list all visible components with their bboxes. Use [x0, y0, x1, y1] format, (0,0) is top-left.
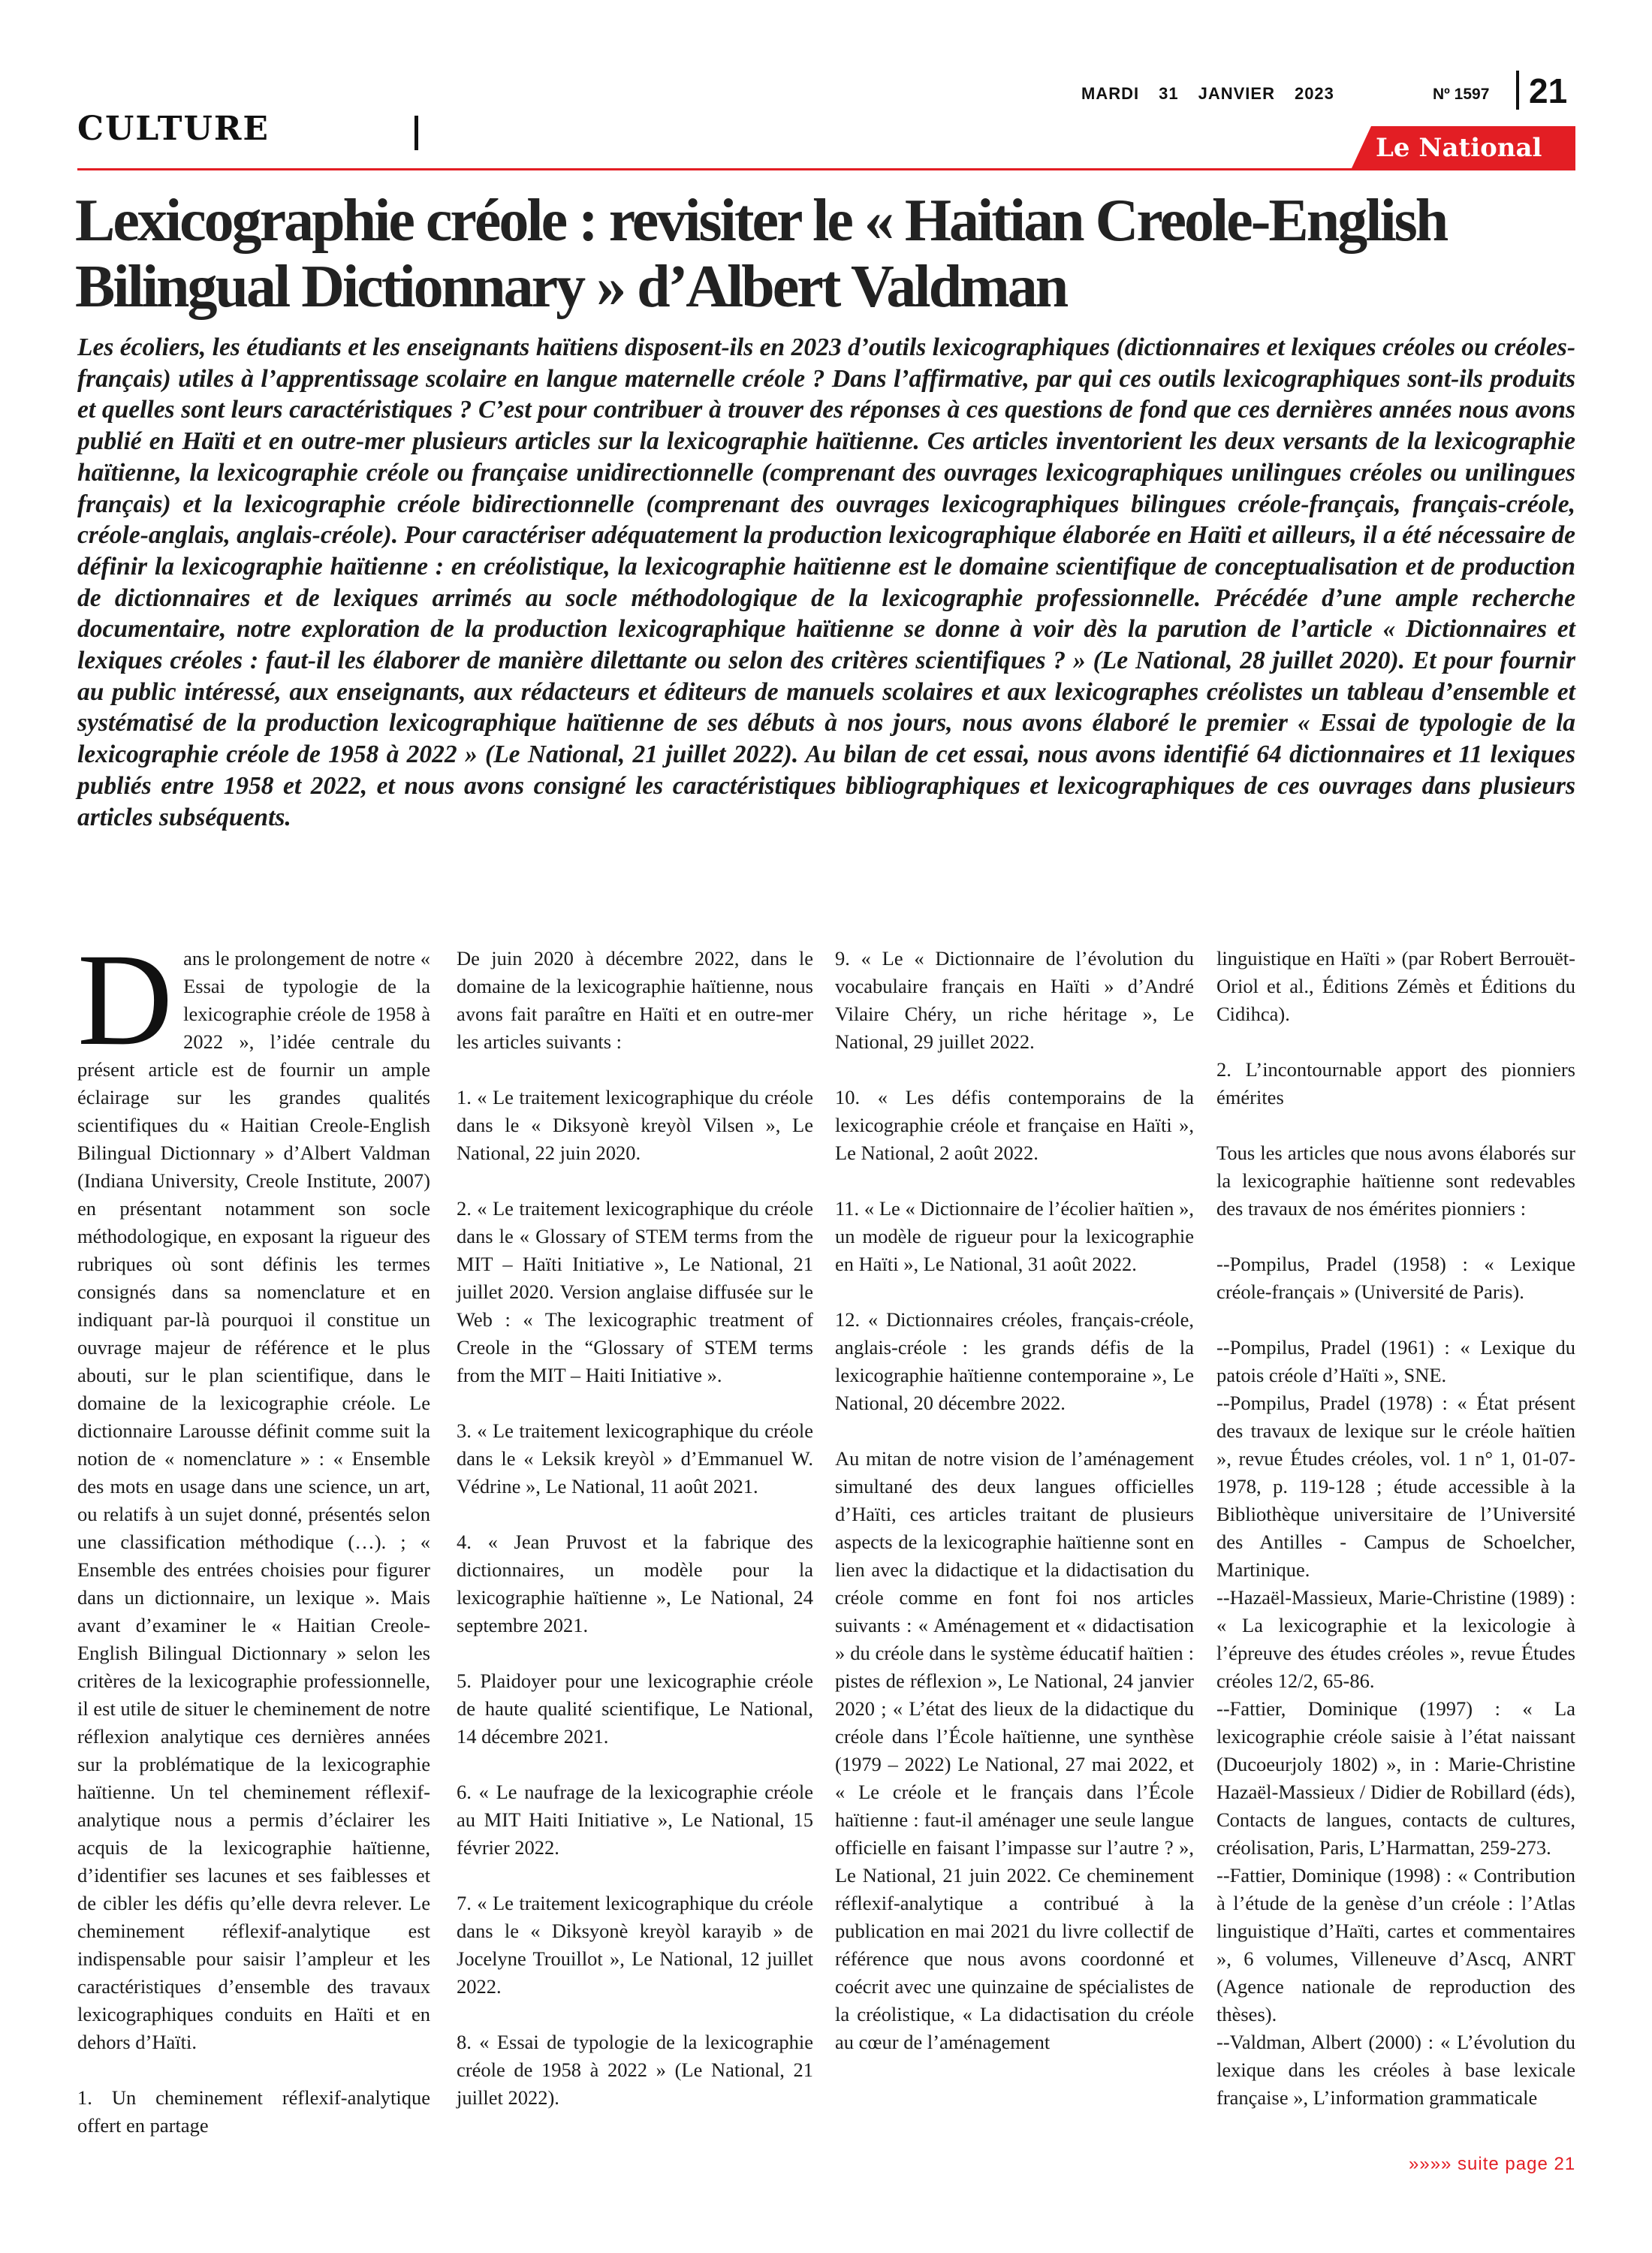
reference-item: --Valdman, Albert (2000) : « L’évolution du lexique dans les créoles à base lexicale française », L’information grammaticale	[1216, 2031, 1575, 2109]
list-item: 10. « Les défis contemporains de la lexicographie créole et française en Haïti », Le National, 2 août 2022.	[835, 1086, 1194, 1164]
paragraph-text: ans le prolongement de notre « Essai de typologie de la lexicographie créole de 1958 à 2022 », l’idée centrale du présent article est de fournir un ample éclairage sur les grandes qualités scientifiques du « Haitian Creole-English Bilingual Dictionnary » d’Albert Valdman (Indiana University, Creole Institute, 2007) en présentant notamment son socle méthodologique, en exposant la rigueur des rubriques où sont définis les termes consignés dans sa nomenclature et en indiquant par-là pourquoi il constitue un ouvrage majeur de référence et le plus abouti, sur le plan scientifique, dans le domaine de la lexicographie créole. Le dictionnaire Larousse définit comme suit la notion de « nomenclature » : « Ensemble des mots en usage dans une science, un art, ou relatifs à un sujet donné, présentés selon une classification méthodique (…). ; « Ensemble des entrées choisies pour figurer dans un dictionnaire, un lexique ». Mais avant d’examiner le « Haitian Creole-English Bilingual Dictionnary » selon les critères de la lexicographie professionnelle, il est utile de situer le cheminement de notre réflexion analytique ces dernières années sur la problématique de la lexicographie haïtienne. Un tel cheminement réflexif-analytique nous a permis d’éclairer les acquis de la lexicographie haïtienne, d’identifier ses lacunes et ses faiblesses et de cibler les défis qu’elle devra relever. Le cheminement réflexif-analytique est indispensable pour saisir l’ampleur et les caractéristiques d’ensemble des travaux lexicographiques conduits en Haïti et en dehors d’Haïti.	[77, 947, 430, 2053]
reference-item: --Fattier, Dominique (1998) : « Contribution à l’étude de la genèse d’un créole : l’Atlas linguistique d’Haïti, cartes et commentaires », 6 volumes, Villeneuve d’Ascq, ANRT (Agence nationale de reproduction des thèses).	[1216, 1864, 1575, 2025]
body-paragraph: Au mitan de notre vision de l’aménagement simultané des deux langues officielles d’Haïti, ces articles traitant de plusieurs aspects de la lexicographie haïtienne sont en lien avec la didactique et la didactisation du créole comme en font foi nos articles suivants : « Aménagement et « didactisation » du créole dans le système éducatif haïtien : pistes de réflexion », Le National, 24 janvier 2020 ; « L’état des lieux de la didactique du créole dans l’École haïtienne, une synthèse (1979 – 2022) Le National, 27 mai 2022, et « Le créole et le français dans l’École haïtienne : faut-il aménager une seule langue officielle en faisant l’impasse sur l’autre ? », Le National, 21 juin 2022. Ce cheminement réflexif-analytique a contribué à la publication en mai 2021 du livre collectif de référence que nous avons coordonné et coécrit avec une quinzaine de spécialistes de la créolistique, « La didactisation du créole au cœur de l’aménagement	[835, 1447, 1194, 2053]
continued-link[interactable]: »»»» suite page 21	[1409, 2154, 1576, 2174]
section-divider	[415, 116, 418, 150]
reference-item: --Pompilus, Pradel (1961) : « Lexique du patois créole d’Haïti », SNE.	[1216, 1336, 1575, 1386]
list-item: 4. « Jean Pruvost et la fabrique des dictionnaires, un modèle pour la lexicographie haïtienne », Le National, 24 septembre 2021.	[457, 1531, 813, 1636]
body-paragraph: linguistique en Haïti » (par Robert Berrouët-Oriol et al., Éditions Zémès et Éditions du Cidihca).	[1216, 947, 1575, 1025]
masthead-title: Le National	[1376, 133, 1542, 163]
reference-list	[1216, 1389, 1575, 2112]
drop-cap: D	[77, 927, 173, 1073]
page-number: 21	[1529, 71, 1568, 110]
article-column-2	[457, 945, 813, 2112]
list-item: 1. « Le traitement lexicographique du créole dans le « Diksyonè kreyòl Vilsen », Le National, 22 juin 2020.	[457, 1086, 813, 1164]
body-paragraph: Tous les articles que nous avons élaborés sur la lexicographie haïtienne sont redevables des travaux de nos émérites pionniers :	[1216, 1142, 1575, 1220]
section-heading: 1. Un cheminement réflexif-analytique offert en partage	[77, 2086, 430, 2137]
header-rule	[77, 168, 1575, 170]
date-year: 2023	[1294, 84, 1334, 103]
list-item: 8. « Essai de typologie de la lexicographie créole de 1958 à 2022 » (Le National, 21 juillet 2022).	[457, 2031, 813, 2109]
reference-item: --Pompilus, Pradel (1978) : « État présent des travaux de lexique sur le créole haïtien », revue Études créoles, vol. 1 n° 1, 01-07-1978, p. 119-128 ; étude accessible à la Bibliothèque universitaire de l’Université des Antilles - Campus de Schoelcher, Martinique.	[1216, 1392, 1575, 1581]
page-header	[0, 0, 1652, 165]
list-item: 2. « Le traitement lexicographique du créole dans le « Glossary of STEM terms from the MIT – Haïti Initiative », Le National, 21 juillet 2020. Version anglaise diffusée sur le Web : « The lexicographic treatment of Creole in the “Glossary of STEM terms from the MIT – Haiti Initiative ».	[457, 1197, 813, 1386]
reference-item: --Hazaël-Massieux, Marie-Christine (1989) : « La lexicographie et la lexicologie à l’épreuve des études créoles », revue Études créoles 12/2, 65-86.	[1216, 1586, 1575, 1692]
reference-item: --Pompilus, Pradel (1958) : « Lexique créole-français » (Université de Paris).	[1216, 1253, 1575, 1303]
dateline	[1081, 84, 1354, 104]
article-column-3	[835, 945, 1194, 2056]
page-number-divider	[1516, 71, 1519, 110]
section-label: CULTURE	[77, 110, 270, 148]
reference-item: --Fattier, Dominique (1997) : « La lexicographie créole saisie à l’état naissant (Ducoeurjoly 1802) », in : Marie-Christine Hazaël-Massieux / Didier de Robillard (éds), Contacts de langues, contacts de cultures, créolisation, Paris, L’Harmattan, 259-273.	[1216, 1697, 1575, 1859]
section-heading: 2. L’incontournable apport des pionniers émérites	[1216, 1058, 1575, 1108]
body-paragraph	[77, 927, 430, 2056]
list-item: 3. « Le traitement lexicographique du créole dans le « Leksik kreyòl » d’Emmanuel W. Védrine », Le National, 11 août 2021.	[457, 1419, 813, 1497]
date-month: JANVIER	[1198, 84, 1275, 103]
article-column-1	[77, 927, 430, 2140]
article-column-4	[1216, 945, 1575, 2112]
body-paragraph: De juin 2020 à décembre 2022, dans le domaine de la lexicographie haïtienne, nous avons fait paraître en Haïti et en outre-mer les articles suivants :	[457, 947, 813, 1053]
date-day: MARDI	[1081, 84, 1140, 103]
list-item: 9. « Le « Dictionnaire de l’évolution du vocabulaire français en Haïti » d’André Vilaire Chéry, un riche héritage », Le National, 29 juillet 2022.	[835, 947, 1194, 1053]
issue-number: Nº 1597	[1433, 86, 1490, 103]
article-lede: Les écoliers, les étudiants et les enseignants haïtiens disposent-ils en 2023 d’outils lexicographiques (dictionnaires et lexiques créoles ou créoles-français) utiles à l’apprentissage scolaire en langue maternelle créole ? Dans l’affirmative, par qui ces outils lexicographiques sont-ils produits et quelles sont leurs caractéristiques ? C’est pour contribuer à trouver des réponses à ces questions de fond que ces dernières années nous avons publié en Haïti et en outre-mer plusieurs articles sur la lexicographie haïtienne. Ces articles inventorient les deux versants de la lexicographie haïtienne, la lexicographie créole ou française unidirectionnelle (comprenant des ouvrages lexicographiques unilingues créoles ou unilingues français) et la lexicographie créole bidirectionnelle (comprenant des ouvrages lexicographiques bilingues créole-français, français-créole, créole-anglais, anglais-créole). Pour caractériser adéquatement la production lexicographique élaborée en Haïti et ailleurs, il a été nécessaire de définir la lexicographie haïtienne : en créolistique, la lexicographie haïtienne est le domaine scientifique de conceptualisation et de production de dictionnaires et de lexiques arrimés au socle méthodologique de la lexicographie professionnelle. Précédée d’une ample recherche documentaire, notre exploration de la production lexicographique haïtienne se donne à voir dès la parution de l’article « Dictionnaires et lexiques créoles : faut-il les élaborer de manière dilettante ou selon des critères scientifiques ? » (Le National, 28 juillet 2020). Et pour fournir au public intéressé, aux enseignants, aux rédacteurs et éditeurs de manuels scolaires et aux lexicographes créolistes un tableau d’ensemble et systématisé de la production lexicographique haïtienne de ses débuts à nos jours, nous avons élaboré le premier « Essai de typologie de la lexicographie créole de 1958 à 2022 » (Le National, 21 juillet 2022). Au bilan de cet essai, nous avons identifié 64 dictionnaires et 11 lexiques publiés entre 1958 et 2022, et nous avons consigné les caractéristiques bibliographiques et lexicographiques de ces ouvrages dans plusieurs articles subséquents.	[77, 333, 1575, 831]
date-number: 31	[1159, 84, 1179, 103]
list-item: 11. « Le « Dictionnaire de l’écolier haïtien », un modèle de rigueur pour la lexicographie en Haïti », Le National, 31 août 2022.	[835, 1197, 1194, 1275]
article-headline: Lexicographie créole : revisiter le « Haitian Creole-English Bilingual Dictionnary » d’Albert Valdman	[75, 188, 1447, 320]
list-item: 12. « Dictionnaires créoles, français-créole, anglais-créole : les grands défis de la lexicographie haïtienne contemporaine », Le National, 20 décembre 2022.	[835, 1308, 1194, 1414]
list-item: 7. « Le traitement lexicographique du créole dans le « Diksyonè kreyòl karayib » de Jocelyne Trouillot », Le National, 12 juillet 2022.	[457, 1892, 813, 1998]
list-item: 5. Plaidoyer pour une lexicographie créole de haute qualité scientifique, Le National, 14 décembre 2021.	[457, 1669, 813, 1748]
list-item: 6. « Le naufrage de la lexicographie créole au MIT Haiti Initiative », Le National, 15 février 2022.	[457, 1781, 813, 1859]
